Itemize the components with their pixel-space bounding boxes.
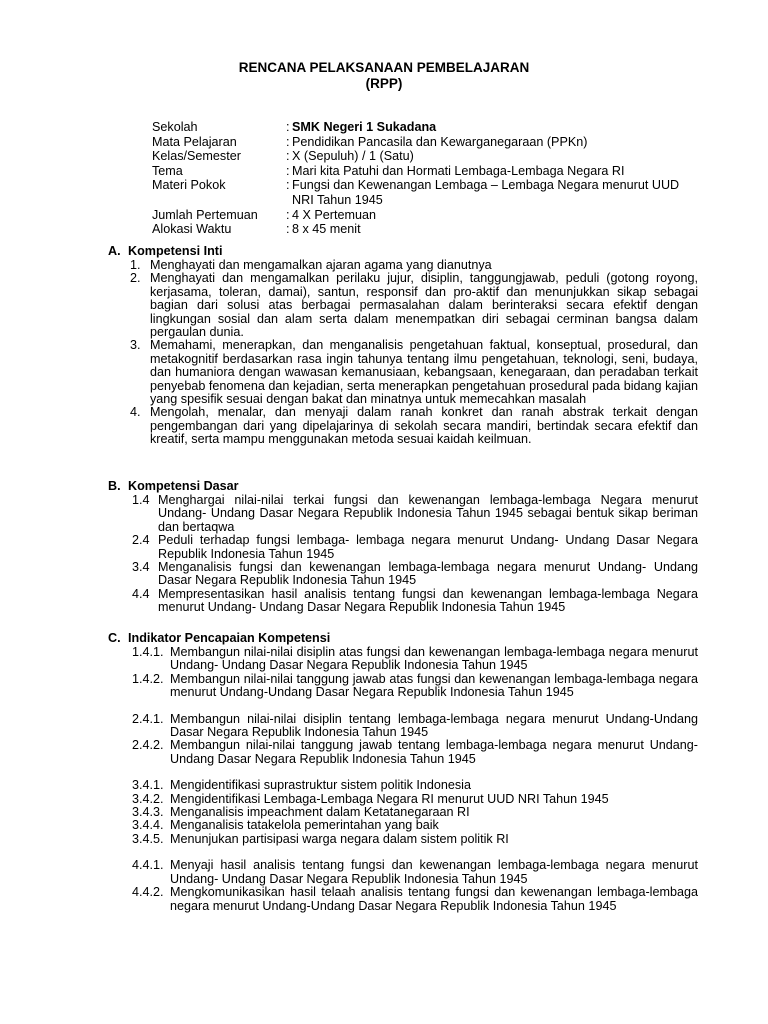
list-item: 3.4.3. Menganalisis impeachment dalam Ketatanegaraan RI (132, 805, 470, 820)
identity-row: Mata Pelajaran : Pendidikan Pancasila dan Kewarganegaraan (PPKn) (152, 135, 700, 150)
list-item: 4. Mengolah, menalar, dan menyaji dalam ranah konkret dan ranah abstrak terkait dengan pengembangan dari yang dipelajarinya di sekolah secara mandiri, bertindak secara efektif dan kreatif, serta mampu menggunakan metoda sesuai kaidah keilmuan. (130, 405, 698, 447)
list-item: 4.4.1. Menyaji hasil analisis tentang fungsi dan kewenangan lembaga-lembaga negara menurut Undang- Undang Dasar Negara Republik Indonesia Tahun 1945 (132, 858, 698, 886)
identity-value: Pendidikan Pancasila dan Kewarganegaraan (PPKn) (292, 134, 588, 149)
identity-value: SMK Negeri 1 Sukadana (292, 120, 437, 134)
list-item: 3.4.4. Menganalisis tatakelola pemerintahan yang baik (132, 818, 439, 833)
section-kompetensi-dasar (108, 480, 698, 615)
identity-value: 4 X Pertemuan (292, 207, 377, 222)
document-title (0, 60, 768, 92)
identity-label: Alokasi Waktu (152, 222, 232, 237)
identity-label: Materi Pokok (152, 178, 226, 193)
identity-label: Tema (152, 163, 183, 178)
section-indikator (108, 632, 698, 913)
identity-label: Jumlah Pertemuan (152, 207, 258, 222)
title-line-1: RENCANA PELAKSANAAN PEMBELAJARAN (238, 60, 530, 75)
list-item: 1.4 Menghargai nilai-nilai terkai fungsi dan kewenangan lembaga-lembaga Negara menurut Undang- Undang Dasar Negara Republik Indonesia Tahun 1945 sebagai bentuk sikap beriman dan bertaqwa (132, 493, 698, 534)
section-heading: C. Indikator Pencapaian Kompetensi (108, 631, 331, 645)
title-line-2: (RPP) (365, 76, 403, 91)
list-item: 3. Memahami, menerapkan, dan menganalisis pengetahuan faktual, konseptual, prosedural, dan metakognitif berdasarkan rasa ingin tahunya tentang ilmu pengetahuan, teknologi, seni, budaya, dan humaniora dengan wawasan kemanusiaan, kebangsaan, kenegaraan, dan peradaban terkait penyebab fenomena dan kejadian, serta menerapkan pengetahuan prosedural pada bidang kajian yang spesifik sesuai dengan bakat dan minatnya untuk memecahkan masalah (130, 338, 698, 407)
list-item: 1. Menghayati dan mengamalkan ajaran agama yang dianutnya (130, 258, 492, 272)
section-kompetensi-inti (108, 245, 698, 447)
list-item: 2. Menghayati dan mengamalkan perilaku jujur, disiplin, tanggungjawab, peduli (gotong royong, kerjasama, toleran, damai), santun, responsif dan pro-aktif dan menunjukkan sikap sebagai bagian dari solusi atas berbagai permasalahan dalam berinteraksi secara efektif dengan lingkungan sosial dan alam serta dalam menempatkan diri sebagai cerminan bangsa dalam pergaulan dunia. (130, 271, 698, 340)
list-item: 2.4.2. Membangun nilai-nilai tanggung jawab tentang lembaga-lembaga negara menurut Undang-Undang Dasar Negara Republik Indonesia Tahun 1945 (132, 738, 698, 766)
identity-value: Mari kita Patuhi dan Hormati Lembaga-Lembaga Negara RI (292, 163, 625, 178)
section-heading: B. Kompetensi Dasar (108, 479, 239, 493)
identity-value: X (Sepuluh) / 1 (Satu) (292, 149, 414, 164)
identity-value: 8 x 45 menit (292, 222, 361, 237)
list-item: 4.4 Mempresentasikan hasil analisis tentang fungsi dan kewenangan lembaga-lembaga Negara menurut Undang- Undang Dasar Negara Republik Indonesia Tahun 1945 (132, 586, 698, 615)
list-item: 1.4.2. Membangun nilai-nilai tanggung jawab atas fungsi dan kewenangan lembaga-lembaga negara menurut Undang-Undang Dasar Negara Republik Indonesia Tahun 1945 (132, 671, 698, 700)
identity-row: Materi Pokok : Fungsi dan Kewenangan Lembaga – Lembaga Negara menurut UUD NRI Tahun 1945 (152, 178, 700, 207)
identity-row: Sekolah : SMK Negeri 1 Sukadana (152, 120, 700, 135)
identity-value: Fungsi dan Kewenangan Lembaga – Lembaga Negara menurut UUD NRI Tahun 1945 (292, 178, 680, 207)
identity-table (152, 120, 700, 237)
list-item: 2.4 Peduli terhadap fungsi lembaga- lembaga negara menurut Undang- Undang Dasar Negara Republik Indonesia Tahun 1945 (132, 533, 698, 561)
list-item: 1.4.1. Membangun nilai-nilai disiplin atas fungsi dan kewenangan lembaga-lembaga negara menurut Undang- Undang Dasar Negara Republik Indonesia Tahun 1945 (132, 645, 698, 673)
identity-label: Mata Pelajaran (152, 134, 237, 149)
list-item: 2.4.1. Membangun nilai-nilai disiplin tentang lembaga-lembaga negara menurut Undang-Undang Dasar Negara Republik Indonesia Tahun 1945 (132, 711, 698, 740)
list-item: 4.4.2. Mengkomunikasikan hasil telaah analisis tentang fungsi dan kewenangan lembaga-lembaga negara menurut Undang-Undang Dasar Negara Republik Indonesia Tahun 1945 (132, 885, 698, 913)
section-heading: A. Kompetensi Inti (108, 244, 223, 258)
list-item: 3.4 Menganalisis fungsi dan kewenangan lembaga-lembaga negara menurut Undang- Undang Dasar Negara Republik Indonesia Tahun 1945 (132, 560, 698, 588)
identity-label: Kelas/Semester (152, 149, 241, 164)
identity-row: Kelas/Semester : X (Sepuluh) / 1 (Satu) (152, 149, 700, 164)
identity-row: Tema : Mari kita Patuhi dan Hormati Lembaga-Lembaga Negara RI (152, 164, 700, 179)
list-item: 3.4.1. Mengidentifikasi suprastruktur sistem politik Indonesia (132, 778, 471, 793)
identity-row: Alokasi Waktu : 8 x 45 menit (152, 222, 700, 237)
identity-row: Jumlah Pertemuan : 4 X Pertemuan (152, 208, 700, 223)
list-item: 3.4.5. Menunjukan partisipasi warga negara dalam sistem politik RI (132, 831, 509, 846)
identity-label: Sekolah (152, 120, 198, 134)
list-item: 3.4.2. Mengidentifikasi Lembaga-Lembaga Negara RI menurut UUD NRI Tahun 1945 (132, 791, 609, 806)
